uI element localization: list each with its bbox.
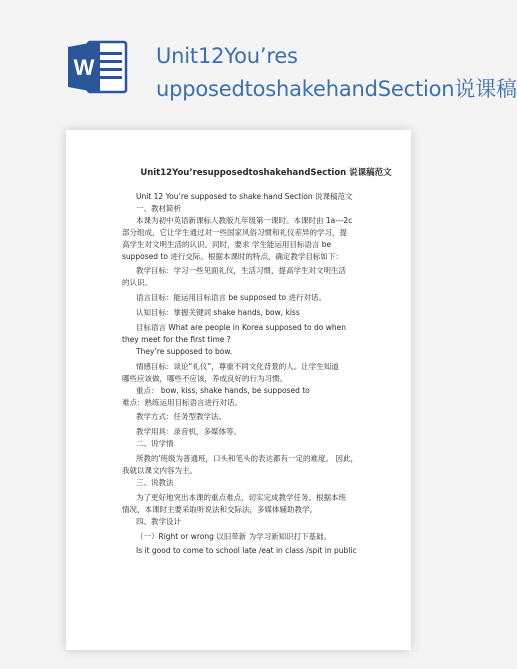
doc-line: 认知目标：掌握关键词 shake hands, bow, kiss (136, 308, 300, 318)
document-title: Unit12You’resupposedtoshakehandSection 说课稿范文 (140, 168, 392, 178)
section-heading: 一、教材简析 (136, 203, 181, 213)
doc-line: 本课为初中英语新课标人教版九年级第一课时。本课时由 1a---2c (136, 215, 353, 225)
header-title-line-1: Unit12You’res (156, 44, 298, 68)
doc-line: 我就以课文内容为主。 (122, 466, 197, 476)
doc-line: Is it good to come to school late /eat in class /spit in public (136, 546, 357, 556)
doc-line: 重点： bow, kiss, shake hands, be supposed to (136, 385, 310, 395)
doc-line: 教学用具：录音机，多媒体等。 (136, 427, 241, 437)
doc-line: 教学目标：学习一些见面礼仪，生活习惯，提高学生对文明生活 (136, 266, 346, 276)
doc-line: 难点：熟练运用目标语言进行对话。 (122, 397, 242, 407)
doc-line: They’re supposed to bow. (136, 346, 233, 356)
doc-line: 所教的'班级为普通班，口头和笔头的表达都有一定的难度。 因此， (136, 454, 358, 464)
section-heading: 二、说学情 (136, 439, 174, 449)
doc-line: 哪些应该做，哪些不应该，养成良好的行为习惯。 (122, 373, 287, 383)
doc-line: 情感目标：谈论“礼仪”，尊重不同文化背景的人。让学生知道 (136, 361, 339, 371)
doc-line: Unit 12 You’re supposed to shake hand Section 说课稿范文 (136, 192, 353, 201)
doc-line: 目标语言 What are people in Korea supposed to do when (136, 323, 346, 333)
doc-line: 为了更好地突出本课的重点难点，切实完成教学任务。根据本班 (136, 492, 346, 502)
doc-line: 情况，本课时主要采取听说法和交际法，多媒体辅助教学。 (122, 504, 317, 514)
doc-line: they meet for the first time ? (122, 334, 231, 344)
doc-line: supposed to 进行交际。根据本课时的特点，确定教学目标如下： (122, 251, 343, 261)
svg-text:W: W (73, 55, 95, 80)
doc-line: （一）Right or wrong 以旧带新 为学习新知识打下基础。 (136, 531, 332, 541)
section-heading: 四、教学设计 (136, 516, 181, 526)
section-heading: 三、说教法 (136, 477, 174, 487)
doc-line: 高学生对文明生活的认识。同时，要求 学生能运用目标语言 be (122, 239, 332, 249)
doc-line: 语言目标：能运用目标语言 be supposed to 进行对话。 (136, 293, 326, 303)
doc-line: 的认识。 (122, 278, 152, 288)
doc-line: 部分组成，它让学生通过对一些国家风俗习惯和礼仪差异的学习，提 (122, 227, 347, 237)
document-page (66, 130, 411, 650)
doc-line: 教学方式：任务型教学法。 (136, 412, 226, 422)
header-title-line-2: upposedtoshakehandSection说课稿 (156, 77, 517, 101)
document-header-title (156, 40, 517, 106)
word-icon (66, 38, 128, 96)
document-body (122, 166, 402, 557)
